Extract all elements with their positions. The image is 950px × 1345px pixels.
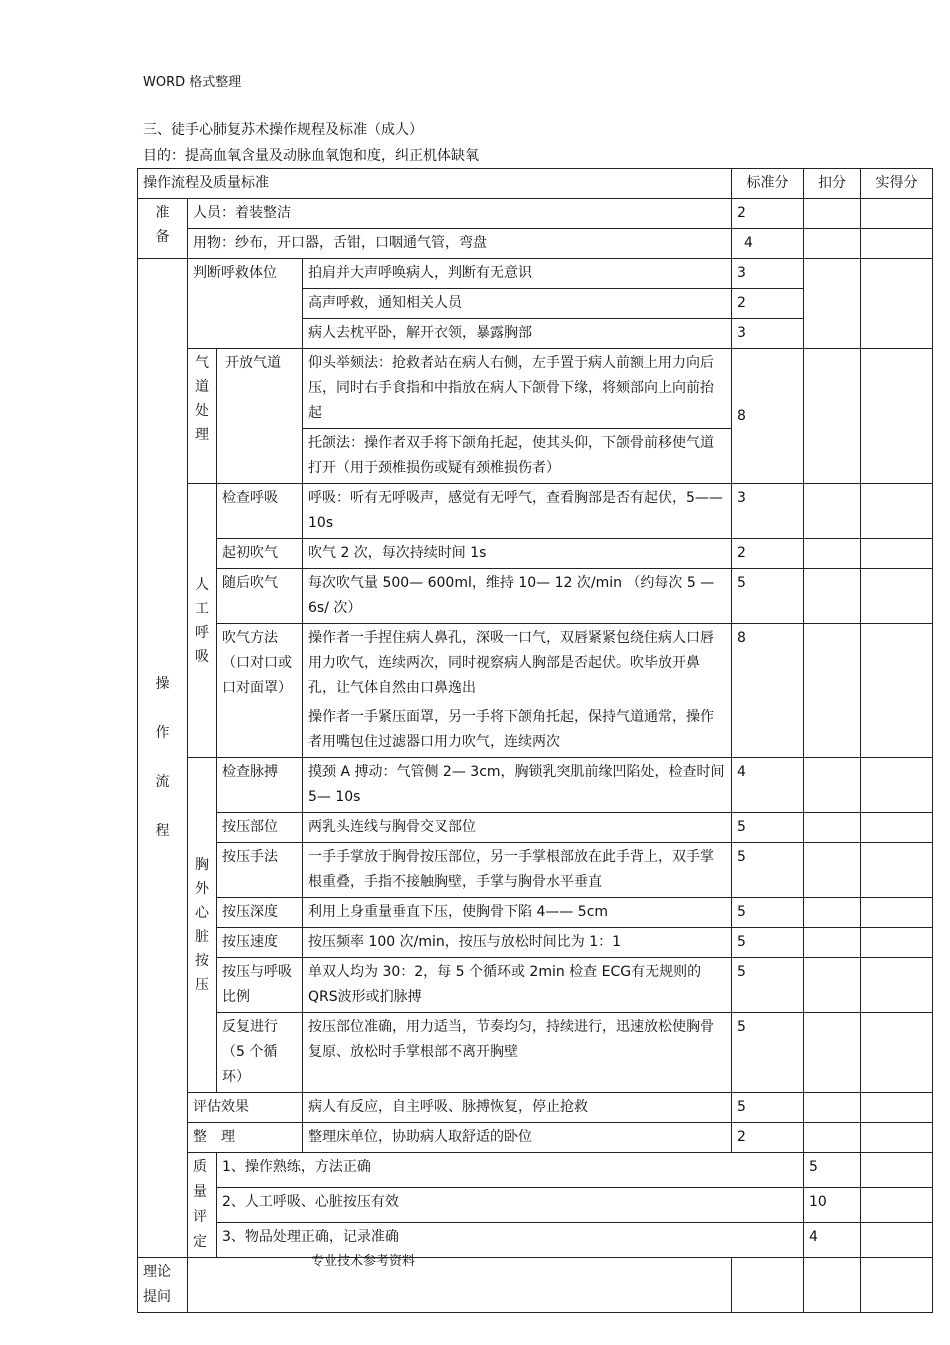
score: 5 (732, 1093, 804, 1123)
page-footer: 专业技术参考资料 (311, 1254, 416, 1269)
score: 5 (732, 569, 804, 624)
table-header-row (138, 169, 933, 199)
breathing-text-4: 操作者一手捏住病人鼻孔，深吸一口气，双唇紧紧包绕住病人口唇用力吹气，连续两次，同时视察病人胸部是否起伏。吹毕放开鼻孔，让气体自然由口鼻逸出 (303, 624, 732, 704)
process-label-cell (138, 259, 188, 1258)
table-row (138, 898, 933, 928)
compression-sub-3: 按压手法 (217, 843, 303, 898)
table-row (138, 539, 933, 569)
deduct-cell (804, 229, 861, 259)
deduct-cell (804, 758, 861, 813)
deduct-cell (861, 1223, 933, 1258)
breathing-text-3: 每次吹气量 500— 600ml，维持 10— 12 次/min （约每次 5 — 6s/ 次） (303, 569, 732, 624)
table-row (138, 349, 933, 429)
deduct-cell (804, 539, 861, 569)
actual-cell (861, 928, 933, 958)
table-row (138, 843, 933, 898)
deduct-cell (804, 813, 861, 843)
document-title: 三、徒手心肺复苏术操作规程及标准（成人） (143, 122, 423, 138)
actual-cell (861, 569, 933, 624)
actual-cell (861, 484, 933, 539)
score: 2 (732, 539, 804, 569)
header-deduct: 扣分 (804, 169, 861, 199)
tidy-label: 整 理 (188, 1123, 303, 1153)
table-row (138, 813, 933, 843)
compression-text-6: 单双人均为 30：2，每 5 个循环或 2min 检查 ECG有无规则的 QRS波形或扪脉搏 (303, 958, 732, 1013)
quality-text-1: 1、操作熟练，方法正确 (217, 1153, 804, 1188)
header-actual: 实得分 (861, 169, 933, 199)
compression-text-1: 摸颈 A 搏动：气管侧 2— 3cm，胸锁乳突肌前缘凹陷处，检查时间 5— 10s (303, 758, 732, 813)
airway-sub: 开放气道 (217, 349, 303, 484)
breathing-label-cell (188, 484, 217, 758)
deduct-cell (804, 1258, 861, 1313)
deduct-cell (804, 349, 861, 484)
judge-text-3: 病人去枕平卧，解开衣领，暴露胸部 (303, 319, 732, 349)
actual-cell (861, 843, 933, 898)
score: 2 (732, 199, 804, 229)
quality-label: 质量评定 (188, 1153, 217, 1258)
score: 5 (732, 813, 804, 843)
score: 8 (732, 624, 804, 758)
cpr-standard-table (137, 168, 933, 1313)
purpose-line: 目的：提高血氧含量及动脉血氧饱和度，纠正机体缺氧 (143, 148, 479, 164)
score: 2 (732, 289, 804, 319)
compression-sub-6: 按压与呼吸比例 (217, 958, 303, 1013)
compression-text-7: 按压部位准确，用力适当，节奏均匀，持续进行，迅速放松使胸骨复原、放松时手掌根部不离开胸壁 (303, 1013, 732, 1093)
process-label: 操作流程 (155, 676, 170, 839)
table-row (138, 569, 933, 624)
actual-cell (861, 813, 933, 843)
evaluate-text: 病人有反应，自主呼吸、脉搏恢复，停止抢救 (303, 1093, 732, 1123)
table-row (138, 758, 933, 813)
deduct-cell (804, 569, 861, 624)
actual-cell (861, 898, 933, 928)
compression-text-5: 按压频率 100 次/min，按压与放松时间比为 1：1 (303, 928, 732, 958)
table-row (138, 229, 933, 259)
actual-cell (861, 199, 933, 229)
tidy-text: 整理床单位，协助病人取舒适的卧位 (303, 1123, 732, 1153)
compression-sub-4: 按压深度 (217, 898, 303, 928)
deduct-cell (804, 259, 861, 349)
score (732, 1258, 804, 1313)
table-row (138, 928, 933, 958)
judge-text-1: 拍肩并大声呼唤病人，判断有无意识 (303, 259, 732, 289)
airway-label-cell (188, 349, 217, 484)
compression-text-4: 利用上身重量垂直下压，使胸骨下陷 4—— 5cm (303, 898, 732, 928)
actual-cell (861, 758, 933, 813)
actual-cell (861, 349, 933, 484)
evaluate-label: 评估效果 (188, 1093, 303, 1123)
compression-sub-7: 反复进行（5 个循环） (217, 1013, 303, 1093)
compression-label-cell (188, 758, 217, 1093)
prep-label: 准备 (155, 205, 170, 245)
table-row (138, 1123, 933, 1153)
quality-text-2: 2、人工呼吸、心脏按压有效 (217, 1188, 804, 1223)
score: 4 (732, 758, 804, 813)
compression-sub-1: 检查脉搏 (217, 758, 303, 813)
breathing-sub-2: 起初吹气 (217, 539, 303, 569)
compression-sub-5: 按压速度 (217, 928, 303, 958)
header-standard: 标准分 (732, 169, 804, 199)
score: 5 (732, 958, 804, 1013)
actual-cell (861, 539, 933, 569)
table-row (138, 1153, 933, 1188)
score: 8 (732, 349, 804, 484)
page-header: WORD 格式整理 (143, 75, 242, 90)
breathing-sub-4: 吹气方法（口对口或口对面罩） (217, 624, 303, 758)
deduct-cell (804, 1013, 861, 1093)
actual-cell (861, 1093, 933, 1123)
compression-label: 胸外心脏按压 (195, 857, 209, 993)
table-row (138, 624, 933, 704)
breathing-sub-3: 随后吹气 (217, 569, 303, 624)
deduct-cell (804, 624, 861, 758)
judge-label: 判断呼救体位 (188, 259, 303, 349)
score: 3 (732, 259, 804, 289)
score: 4 (732, 229, 804, 259)
table-row (138, 1188, 933, 1223)
score: 5 (732, 928, 804, 958)
score: 4 (804, 1223, 861, 1258)
table-row (138, 1093, 933, 1123)
actual-cell (861, 624, 933, 758)
table-row (138, 1013, 933, 1093)
deduct-cell (861, 1188, 933, 1223)
deduct-cell (804, 1123, 861, 1153)
score: 5 (732, 1013, 804, 1093)
table-row (138, 958, 933, 1013)
actual-cell (861, 1123, 933, 1153)
compression-text-2: 两乳头连线与胸骨交叉部位 (303, 813, 732, 843)
table-row (138, 259, 933, 289)
actual-cell (861, 1013, 933, 1093)
score: 2 (732, 1123, 804, 1153)
actual-cell (861, 1258, 933, 1313)
prep-personnel: 人员：着装整洁 (188, 199, 732, 229)
deduct-cell (804, 843, 861, 898)
compression-text-3: 一手手掌放于胸骨按压部位，另一手掌根部放在此手背上，双手掌根重叠，手指不接触胸壁，手掌与胸骨水平垂直 (303, 843, 732, 898)
quality-text-3: 3、物品处理正确，记录准确 (217, 1223, 804, 1258)
table-row (138, 1223, 933, 1258)
prep-label-cell (138, 199, 188, 259)
deduct-cell (804, 1093, 861, 1123)
actual-cell (861, 229, 933, 259)
airway-label: 气道处理 (195, 355, 209, 443)
theory-content (188, 1258, 732, 1313)
airway-text-1: 仰头举颏法：抢救者站在病人右侧，左手置于病人前额上用力向后压，同时右手食指和中指放在病人下颌骨下缘，将颏部向上向前抬起 (303, 349, 732, 429)
breathing-label: 人工呼吸 (195, 576, 209, 665)
score: 5 (804, 1153, 861, 1188)
theory-label: 理论提问 (138, 1258, 188, 1313)
deduct-cell (804, 484, 861, 539)
score: 3 (732, 484, 804, 539)
airway-text-2: 托颌法：操作者双手将下颌角托起，使其头仰，下颌骨前移使气道打开（用于颈椎损伤或疑有颈椎损伤者） (303, 429, 732, 484)
table-row (138, 1258, 933, 1313)
actual-cell (861, 958, 933, 1013)
breathing-sub-1: 检查呼吸 (217, 484, 303, 539)
breathing-text-1: 呼吸：听有无呼吸声，感觉有无呼气，查看胸部是否有起伏，5—— 10s (303, 484, 732, 539)
breathing-text-2: 吹气 2 次，每次持续时间 1s (303, 539, 732, 569)
prep-items: 用物：纱布，开口器，舌钳，口咽通气管，弯盘 (188, 229, 732, 259)
actual-cell (861, 259, 933, 349)
deduct-cell (804, 958, 861, 1013)
score: 10 (804, 1188, 861, 1223)
deduct-cell (804, 898, 861, 928)
table-row (138, 484, 933, 539)
score: 5 (732, 898, 804, 928)
header-process: 操作流程及质量标准 (138, 169, 732, 199)
deduct-cell (804, 199, 861, 229)
table-row (138, 199, 933, 229)
deduct-cell (861, 1153, 933, 1188)
deduct-cell (804, 928, 861, 958)
judge-text-2: 高声呼救，通知相关人员 (303, 289, 732, 319)
breathing-text-4b: 操作者一手紧压面罩，另一手将下颌角托起，保持气道通常，操作者用嘴包住过滤器口用力吹气，连续两次 (303, 703, 732, 758)
score: 3 (732, 319, 804, 349)
compression-sub-2: 按压部位 (217, 813, 303, 843)
score: 5 (732, 843, 804, 898)
